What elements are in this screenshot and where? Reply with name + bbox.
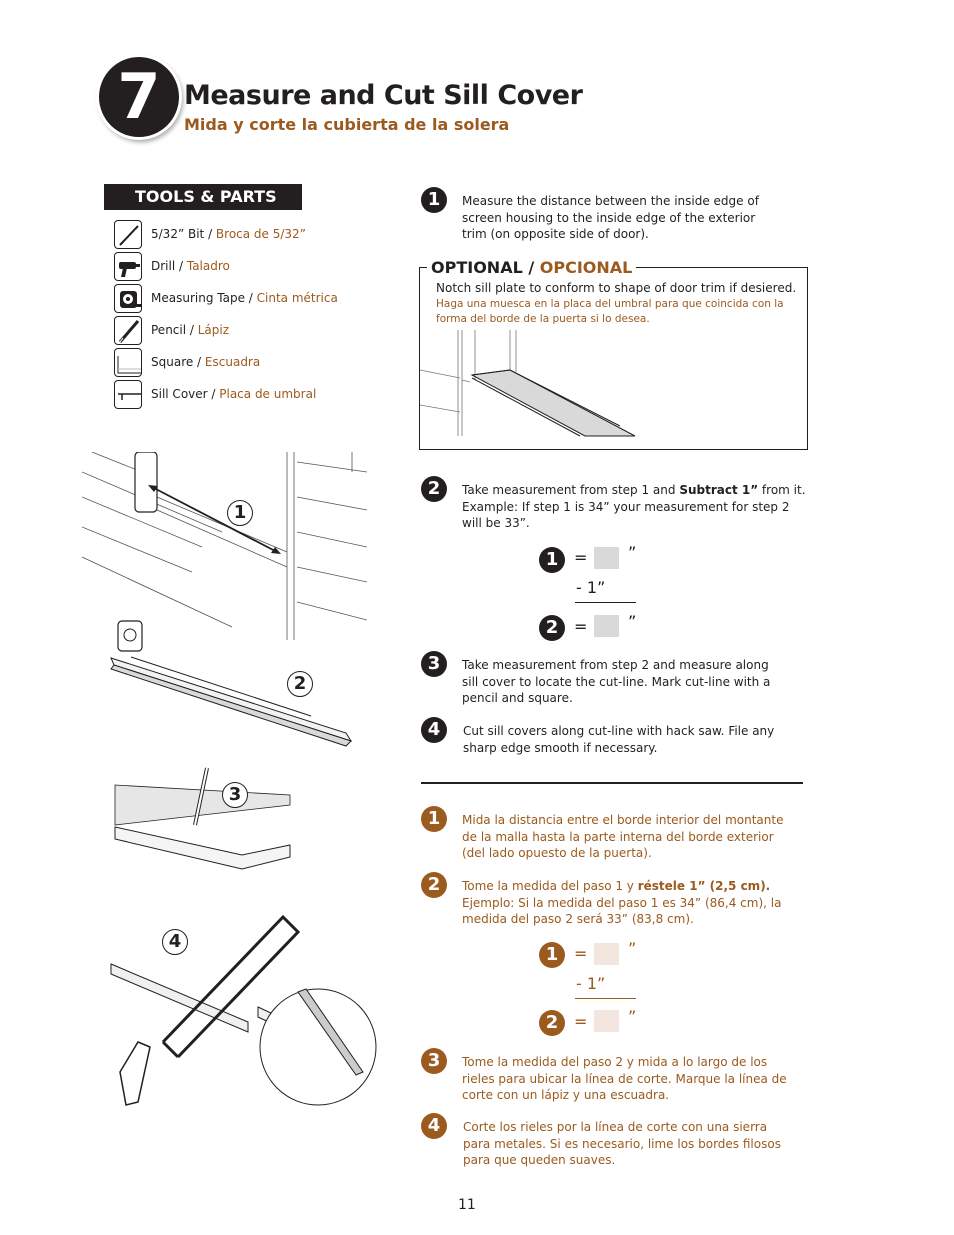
optional-text-es: Haga una muesca en la placa del umbral para que coincida con la forma del borde de la puerta si lo desea. (436, 298, 784, 325)
step-2-text: Take measurement from step 1 and Subtract 1” from it. Example: If step 1 is 34” your measurement for step 2 will be 33”. (462, 483, 806, 530)
calc-equals: = (574, 617, 588, 636)
tool-label: Sill Cover / Placa de umbral (151, 387, 317, 401)
illustration-mark-cutline (112, 765, 292, 880)
illustration-measure-door (82, 452, 367, 640)
step-1-number: 1 (421, 187, 447, 213)
tool-item (114, 379, 316, 409)
calc-es-row-2-number: 2 (539, 1010, 565, 1036)
illustration-measure-sill (106, 613, 356, 753)
tool-item (114, 347, 260, 377)
paso-1-text: Mida la distancia entre el borde interior del montante de la malla hasta la parte interna del borde exterior (del lado opuesto de la puerta). (462, 813, 784, 860)
step-3-number: 3 (421, 651, 447, 677)
calc-inch: ” (628, 543, 637, 562)
pencil-icon (114, 316, 142, 345)
measuring-tape-icon (114, 284, 142, 313)
paso-2-number: 2 (421, 872, 447, 898)
illustration-label-4: 4 (162, 929, 188, 955)
tool-item (114, 219, 306, 249)
optional-text-en: Notch sill plate to conform to shape of door trim if desiered. (436, 281, 797, 295)
tool-label: Pencil / Lápiz (151, 323, 230, 337)
tool-label: 5/32” Bit / Broca de 5/32” (151, 227, 306, 241)
page-title: Measure and Cut Sill Cover (184, 80, 583, 111)
calc-input-box (594, 615, 619, 637)
optional-illustration (420, 330, 806, 438)
tool-item (114, 251, 230, 281)
step-3-text: Take measurement from step 2 and measure along sill cover to locate the cut-line. Mark cut-line with a pencil and square. (462, 658, 771, 705)
calc-es-equals: = (574, 1012, 588, 1031)
calc-input-box (594, 547, 619, 569)
page-subtitle: Mida y corte la cubierta de la solera (184, 115, 510, 134)
illustration-label-3: 3 (222, 782, 248, 808)
optional-title: OPTIONAL / OPCIONAL (427, 258, 636, 277)
calc-es-input-box (594, 1010, 619, 1032)
calc-es-line (575, 998, 636, 999)
calc-es-inch: ” (628, 939, 637, 958)
step-1-text: Measure the distance between the inside edge of screen housing to the inside edge of the exterior trim (on opposite side of door). (462, 194, 759, 241)
square-icon (114, 348, 142, 377)
tool-item (114, 315, 229, 345)
paso-2-text: Tome la medida del paso 1 y réstele 1” (2,5 cm). Ejemplo: Si la medida del paso 1 es 34” (86,4 cm), la medida del paso 2 será 33” (83,8 cm). (462, 879, 782, 926)
calc-inch: ” (628, 612, 637, 631)
paso-3-text: Tome la medida del paso 2 y mida a lo largo de los rieles para ubicar la línea de corte. Marque la línea de corte con un lápiz y una escuadra. (462, 1055, 787, 1102)
step-4-text: Cut sill covers along cut-line with hack saw. File any sharp edge smooth if necessary. (463, 724, 775, 755)
step-2-number: 2 (421, 476, 447, 502)
calc-es-minus-1: - 1” (576, 974, 606, 993)
paso-3-number: 3 (421, 1048, 447, 1074)
tools-parts-heading: TOOLS & PARTS (104, 184, 302, 210)
paso-4-number: 4 (421, 1113, 447, 1139)
illustration-cut-sill (108, 907, 390, 1107)
paso-4-text: Corte los rieles por la línea de corte con una sierra para metales. Si es necesario, lime los bordes filosos para que queden suaves. (463, 1120, 781, 1167)
calc-es-row-1-number: 1 (539, 942, 565, 968)
paso-1-number: 1 (421, 806, 447, 832)
step-number-badge: 7 (99, 57, 179, 137)
calc-es-input-box (594, 943, 619, 965)
drill-bit-icon (114, 220, 142, 249)
calc-equals: = (574, 548, 588, 567)
calc-minus-1: - 1” (576, 578, 606, 597)
calc-es-inch: ” (628, 1007, 637, 1026)
illustration-label-1: 1 (227, 500, 253, 526)
tool-label: Measuring Tape / Cinta métrica (151, 291, 338, 305)
sill-cover-icon (114, 380, 142, 409)
section-divider (421, 782, 803, 784)
illustration-label-2: 2 (287, 671, 313, 697)
drill-icon (114, 252, 142, 281)
step-4-number: 4 (421, 717, 447, 743)
tool-label: Square / Escuadra (151, 355, 261, 369)
tool-label: Drill / Taladro (151, 259, 230, 273)
calc-row-1-number: 1 (539, 547, 565, 573)
calc-row-2-number: 2 (539, 615, 565, 641)
page-number: 11 (458, 1197, 476, 1213)
calc-es-equals: = (574, 944, 588, 963)
calc-line (575, 602, 636, 603)
tool-item (114, 283, 338, 313)
